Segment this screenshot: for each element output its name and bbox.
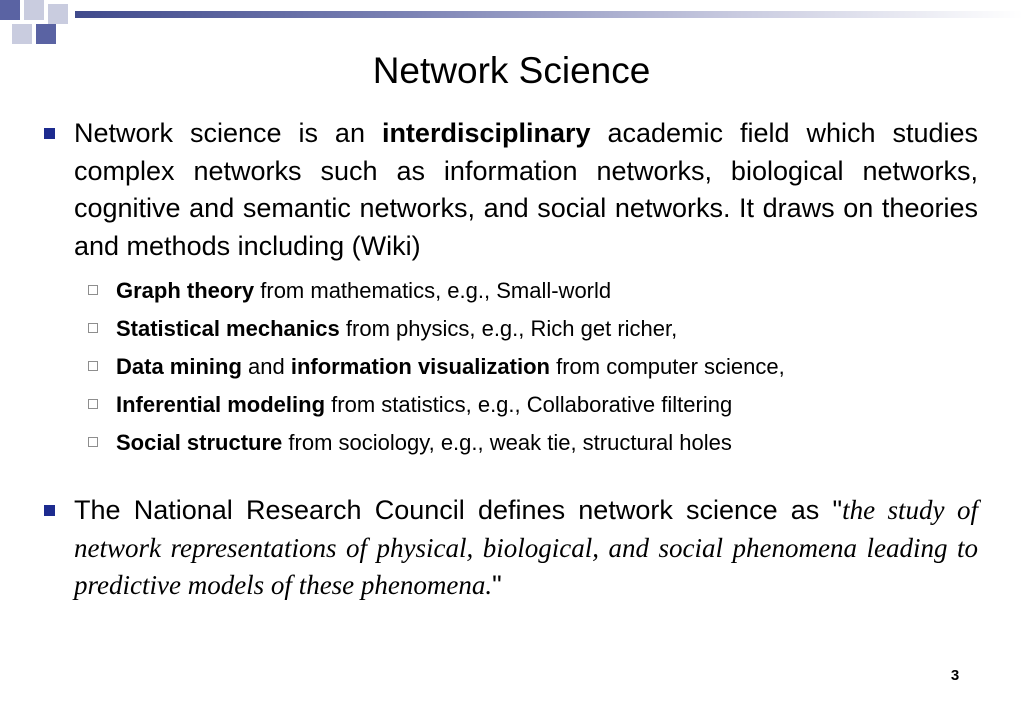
sub-item-bold: information visualization	[290, 354, 550, 379]
sub-item-bold: Statistical mechanics	[116, 316, 340, 341]
sub-bullet-item	[88, 429, 978, 456]
sub-bullet-item	[88, 391, 978, 418]
header-decoration-square	[0, 0, 20, 20]
slide-body	[44, 115, 978, 605]
square-bullet-icon	[44, 505, 55, 516]
bullet-text-post: academic field which studies complex networks such as information networks, biological networks, cognitive and semantic networks, and social networks. It draws on theories and methods including (Wiki)	[74, 118, 979, 261]
hollow-square-bullet-icon	[88, 399, 98, 409]
header-decoration-bar	[75, 11, 1023, 18]
bullet-quote: the study of network representations of physical, biological, and social phenomena leading to predictive models of these phenomena.	[74, 495, 979, 600]
sub-item-text: from mathematics, e.g., Small-world	[254, 278, 612, 303]
hollow-square-bullet-icon	[88, 323, 98, 333]
hollow-square-bullet-icon	[88, 361, 98, 371]
sub-item-mid: and	[241, 354, 291, 379]
bullet-item	[44, 115, 978, 265]
sub-item-bold: Data mining	[116, 354, 242, 379]
sub-bullet-item	[88, 353, 978, 380]
hollow-square-bullet-icon	[88, 285, 98, 295]
square-bullet-icon	[44, 128, 55, 139]
sub-item-text: from computer science,	[549, 354, 785, 379]
sub-item-bold: Social structure	[116, 430, 283, 455]
bullet-item	[44, 492, 978, 605]
page-number: 3	[950, 667, 960, 684]
header-decoration-square	[48, 4, 68, 24]
slide-title: Network Science	[372, 50, 651, 91]
sub-bullet-item	[88, 277, 978, 304]
hollow-square-bullet-icon	[88, 437, 98, 447]
sub-item-bold: Inferential modeling	[116, 392, 326, 417]
header-decoration-square	[24, 0, 44, 20]
sub-item-bold: Graph theory	[116, 278, 255, 303]
sub-item-text: from sociology, e.g., weak tie, structural holes	[282, 430, 732, 455]
bullet-text-bold: interdisciplinary	[381, 118, 591, 148]
bullet-text-pre: Network science is an	[74, 118, 382, 148]
bullet-text-pre: The National Research Council defines network science as "	[74, 495, 843, 525]
bullet-quote-close: "	[492, 570, 502, 600]
sub-bullet-item	[88, 315, 978, 342]
sub-item-text: from statistics, e.g., Collaborative filtering	[325, 392, 733, 417]
sub-bullet-list	[44, 277, 978, 456]
sub-item-text: from physics, e.g., Rich get richer,	[339, 316, 678, 341]
header-decoration-square	[36, 24, 56, 44]
header-decoration-square	[12, 24, 32, 44]
